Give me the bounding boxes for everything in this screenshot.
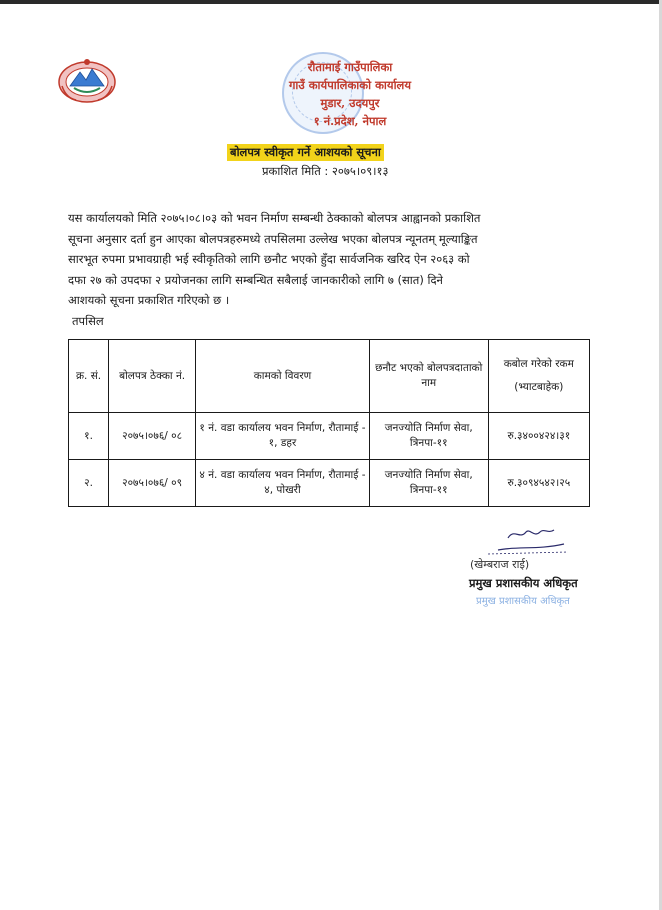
published-date: प्रकाशित मिति : २०७५।०९।१३ — [262, 164, 389, 178]
row-bidder: जनज्योति निर्माण सेवा, त्रिनपा-११ — [369, 460, 488, 507]
office-header — [200, 58, 500, 130]
body-line: सारभूत रुपमा प्रभावग्राही भई स्वीकृतिको लागि छनौट भएको हुँदा सार्वजनिक खरिद ऐन २०६३ को — [68, 252, 470, 266]
notice-body — [68, 208, 591, 311]
office-province: १ नं.प्रदेश, नेपाल — [313, 114, 387, 128]
row-bidder: जनज्योति निर्माण सेवा, त्रिनपा-११ — [369, 413, 488, 460]
office-name: गाउँ कार्यपालिकाको कार्यालय — [288, 78, 412, 92]
row-description: ४ नं. वडा कार्यालय भवन निर्माण, रौतामाई - ४, पोखरी — [196, 460, 370, 507]
table-row — [69, 460, 590, 507]
handwritten-signature — [468, 520, 578, 560]
office-address: मुडार, उदयपुर — [320, 96, 380, 110]
bid-details-table — [68, 339, 590, 507]
signatory-designation: प्रमुख प्रशासकीय अधिकृत — [469, 576, 578, 590]
table-header-row — [69, 340, 590, 413]
body-line: यस कार्यालयको मिति २०७५।०८।०३ को भवन निर्माण सम्बन्धी ठेक्काको बोलपत्र आह्वानको प्रकाशित — [68, 211, 481, 225]
signature-stamp: प्रमुख प्रशासकीय अधिकृत — [476, 596, 570, 607]
row-sn: २. — [69, 460, 109, 507]
tapsil-label: तपसिल — [72, 314, 104, 328]
row-description: १ नं. वडा कार्यालय भवन निर्माण, रौतामाई - १, डहर — [196, 413, 370, 460]
table-row — [69, 413, 590, 460]
row-contract-no: २०७५।०७६/ ०९ — [109, 460, 196, 507]
header-bidder: छनौट भएको बोलपत्रदाताको नाम — [369, 340, 488, 413]
header-amount-label: कबोल गरेको रकम — [503, 358, 574, 370]
header-amount-note: (भ्याटबाहेक) — [514, 381, 564, 393]
header-description: कामको विवरण — [196, 340, 370, 413]
row-amount: रु.३०९४५४२।२५ — [488, 460, 589, 507]
header-amount — [488, 340, 589, 413]
body-line: दफा २७ को उपदफा २ प्रयोजनका लागि सम्बन्धित सबैलाई जानकारीको लागि ७ (सात) दिने — [68, 272, 443, 287]
row-sn: १. — [69, 413, 109, 460]
header-contract-no: बोलपत्र ठेक्का नं. — [109, 340, 196, 413]
row-amount: रु.३४००४२४।३१ — [488, 413, 589, 460]
municipality-name: रौतामाई गाउँपालिका — [307, 60, 393, 74]
body-line: सूचना अनुसार दर्ता हुन आएका बोलपत्रहरुमध्ये तपसिलमा उल्लेख भएका बोलपत्र न्यूनतम् मूल्याङ्कित — [68, 231, 478, 246]
notice-title: बोलपत्र स्वीकृत गर्ने आशयको सूचना — [227, 144, 384, 161]
signatory-name: (खेम्बराज राई) — [470, 558, 530, 571]
nepal-emblem-logo — [56, 56, 118, 104]
body-line: आशयको सूचना प्रकाशित गरिएको छ । — [68, 293, 230, 307]
scan-edge-top — [0, 0, 662, 4]
row-contract-no: २०७५।०७६/ ०८ — [109, 413, 196, 460]
header-sn: क्र. सं. — [69, 340, 109, 413]
